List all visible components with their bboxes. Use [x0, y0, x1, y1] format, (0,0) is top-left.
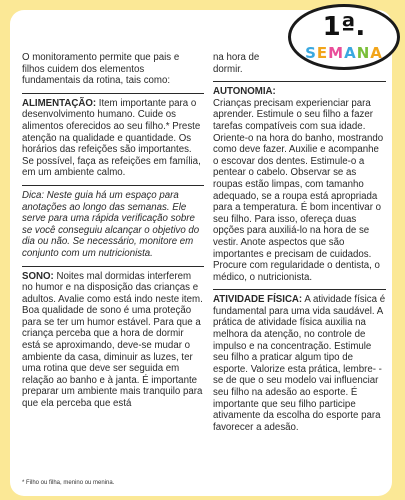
left-column — [22, 52, 204, 416]
week-letter: N — [356, 44, 371, 62]
autonomia-section — [213, 86, 386, 283]
week-number: 1ª. — [322, 12, 366, 42]
continuation-text: na hora de dormir. — [213, 52, 260, 75]
week-letter: A — [370, 44, 383, 62]
divider — [213, 289, 386, 290]
sono-heading: SONO: — [22, 270, 54, 282]
alimentacao-text: Item importante para o desenvolvimento humano. Cuide os alimentos oferecidos ao seu filho.* Preste atenção na qualidade e quantidade. Os horários das refeições são importantes. Se possível, faça as refeições em família, em um ambiente calmo. — [22, 97, 201, 179]
alimentacao-heading: ALIMENTAÇÃO: — [22, 97, 97, 109]
atividade-section — [213, 294, 386, 433]
week-letter: E — [316, 44, 329, 62]
intro-paragraph: O monitoramento permite que pais e filhos cuidem dos elementos fundamentais da rotina, tais como: — [22, 52, 180, 87]
week-letter: S — [305, 44, 317, 62]
right-column — [213, 52, 386, 439]
atividade-text: A atividade física é fundamental para uma vida saudável. A prática de atividade física auxilia na melhora da atenção, no controle de impulso e na concentração. Estimule seu filho a praticar algum tipo de esporte. Valorize esta prática, lembre- -se de que o seu modelo vai influenciar seu filho na adesão ao esporte. É importante que seu filho participe ativamente da escolha do esporte para favorecer a adesão. — [213, 294, 386, 433]
divider — [22, 266, 204, 267]
autonomia-heading: AUTONOMIA: — [213, 86, 276, 98]
autonomia-text: Crianças precisam experienciar para aprender. Estimule o seu filho a fazer tarefas compatíveis com sua idade. Oriente-o na hora do banho, mostrando como deve fazer. Auxilie e acompanhe o escovar dos dentes. Estimule-o a pentear o cabelo. Observar se as roupas estão limpas, com tamanho adequado, se a roupa está apropriada para a temperatura. É bom incentivar o seu filho. Para isso, ofereça duas opções para auxiliá-lo na hora de se vestir. Anote aspectos que são importantes e precisam de cuidados. Procure com regularidade o dentista, o médico, o nutricionista. — [213, 97, 384, 283]
divider — [22, 93, 204, 94]
atividade-heading: ATIVIDADE FÍSICA: — [213, 294, 303, 306]
footnote: * Filho ou filha, menino ou menina. — [22, 480, 115, 486]
tip-paragraph: Dica: Neste guia há um espaço para anotações ao longo das semanas. Ele serve para uma rápida verificação sobre se você conseguiu alcançar o objetivo do dia ou não. Se necessário, monitore em conjunto com um nutricionista. — [22, 189, 200, 259]
divider — [22, 185, 204, 186]
alimentacao-section — [22, 98, 204, 179]
week-letter: M — [328, 44, 345, 62]
divider — [213, 81, 386, 82]
sono-section — [22, 271, 204, 410]
sono-text: Noites mal dormidas interferem no humor e na disposição das crianças e adultos. Avalie como está indo neste item. Boa qualidade de sono é uma proteção para se ter um humor estável. Para que a criança perceba que a hora de dormir está se aproximando, deve-se mudar o ambiente da casa, diminuir as luzes, ter uma rotina que deve ser seguida em relação ao banho e à janta. É importante preparar um ambiente mais tranquilo para que ela perceba que está — [22, 270, 203, 410]
week-letter: A — [344, 44, 357, 62]
